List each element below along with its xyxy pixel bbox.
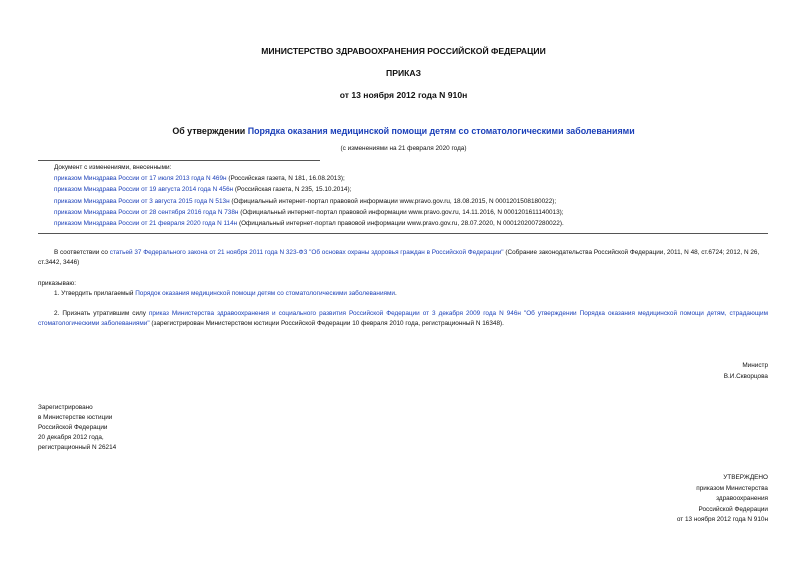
approval-line: от 13 ноября 2012 года N 910н (676, 516, 768, 523)
paragraph-1: 1. Утвердить прилагаемый Порядок оказания медицинской помощи детям со стоматологическими заболеваниями. (54, 290, 397, 297)
order-date-number: от 13 ноября 2012 года N 910н (339, 90, 468, 100)
doc-type-heading: ПРИКАЗ (386, 68, 421, 78)
revision-note: (с изменениями на 21 февраля 2020 года) (340, 145, 467, 152)
registration-line: 20 декабря 2012 года, (38, 434, 104, 441)
amendment-link[interactable]: приказом Минздрава России от 19 августа 2014 года N 456н (54, 186, 234, 193)
order-word: приказываю: (38, 280, 76, 287)
title-link[interactable]: Порядка оказания медицинской помощи детям со стоматологическими заболеваниями (247, 126, 635, 136)
paragraph-2: 2. Признать утратившим силу приказ Министерства здравоохранения и социального развития Российской Федерации от 3 декабря 2009 года N 946н "Об утверждении Порядка оказания медицинской помощи детям, страдающим стоматологическими заболеваниями" (зарегистрирован Министерством юстиции Российской Федерации 10 февраля 2010 года, регистрационный N 16348). (38, 310, 768, 327)
amendment-item: приказом Минздрава России от 19 августа 2014 года N 456н (Российская газета, N 235, 15.10.2014); (54, 186, 352, 193)
registration-line: Зарегистрировано (38, 404, 93, 411)
amendment-link[interactable]: приказом Минздрава России от 17 июля 2013 года N 469н (54, 175, 227, 182)
approval-heading: УТВЕРЖДЕНО (723, 474, 768, 481)
registration-line: Российской Федерации (38, 424, 108, 431)
amendment-item: приказом Минздрава России от 17 июля 2013 года N 469н (Российская газета, N 181, 16.08.2013); (54, 175, 345, 182)
signature-name: В.И.Скворцова (723, 373, 768, 380)
signature-role: Министр (742, 362, 768, 369)
amendment-item: приказом Минздрава России от 28 сентября 2016 года N 738н (Официальный интернет-портал правовой информации www.pravo.gov.ru, 14.11.2016, N 0001201611140013); (54, 209, 564, 216)
repealed-order-link[interactable]: приказ Министерства здравоохранения и социального развития Российской Федерации от 3 декабря 2009 года N 946н "Об утверждении Порядка оказания медицинской помощи детям, страдающим стоматологическими заболеваниями" (38, 310, 768, 327)
title-prefix: Об утверждении (172, 126, 248, 136)
approval-line: Российской Федерации (698, 506, 768, 513)
registration-line: в Министерстве юстиции (38, 414, 113, 421)
top-rule (38, 160, 320, 161)
approval-line: здравоохранения (716, 495, 768, 502)
amendment-item: приказом Минздрава России от 21 февраля 2020 года N 114н (Официальный интернет-портал правовой информации www.pravo.gov.ru, 28.07.2020, N 0001202007280022). (54, 220, 564, 227)
amendment-link[interactable]: приказом Минздрава России от 21 февраля 2020 года N 114н (54, 220, 238, 227)
ministry-heading: МИНИСТЕРСТВО ЗДРАВООХРАНЕНИЯ РОССИЙСКОЙ ФЕДЕРАЦИИ (261, 46, 546, 56)
bottom-rule (38, 233, 768, 234)
procedure-link[interactable]: Порядок оказания медицинской помощи детям со стоматологическими заболеваниями (135, 290, 395, 297)
amendment-link[interactable]: приказом Минздрава России от 28 сентября 2016 года N 738н (54, 209, 239, 216)
amendment-link[interactable]: приказом Минздрава России от 3 августа 2015 года N 513н (54, 198, 230, 205)
amendments-heading: Документ с изменениями, внесенными: (54, 164, 172, 171)
amendment-item: приказом Минздрава России от 3 августа 2015 года N 513н (Официальный интернет-портал правовой информации www.pravo.gov.ru, 18.08.2015, N 0001201508180022); (54, 198, 557, 205)
federal-law-link[interactable]: статьей 37 Федерального закона от 21 ноября 2011 года N 323-ФЗ "Об основах охраны здоровья граждан в Российской Федерации" (109, 249, 504, 256)
paragraph-basis: В соответствии со статьей 37 Федерального закона от 21 ноября 2011 года N 323-ФЗ "Об основах охраны здоровья граждан в Российской Федерации" (Собрание законодательства Российской Федерации, 2011, N 48, ст.6724; 2012, N 26, ст.3442, 3446) (38, 249, 760, 266)
approval-line: приказом Министерства (696, 485, 768, 492)
registration-line: регистрационный N 26214 (38, 444, 117, 451)
document-title (0, 126, 807, 136)
